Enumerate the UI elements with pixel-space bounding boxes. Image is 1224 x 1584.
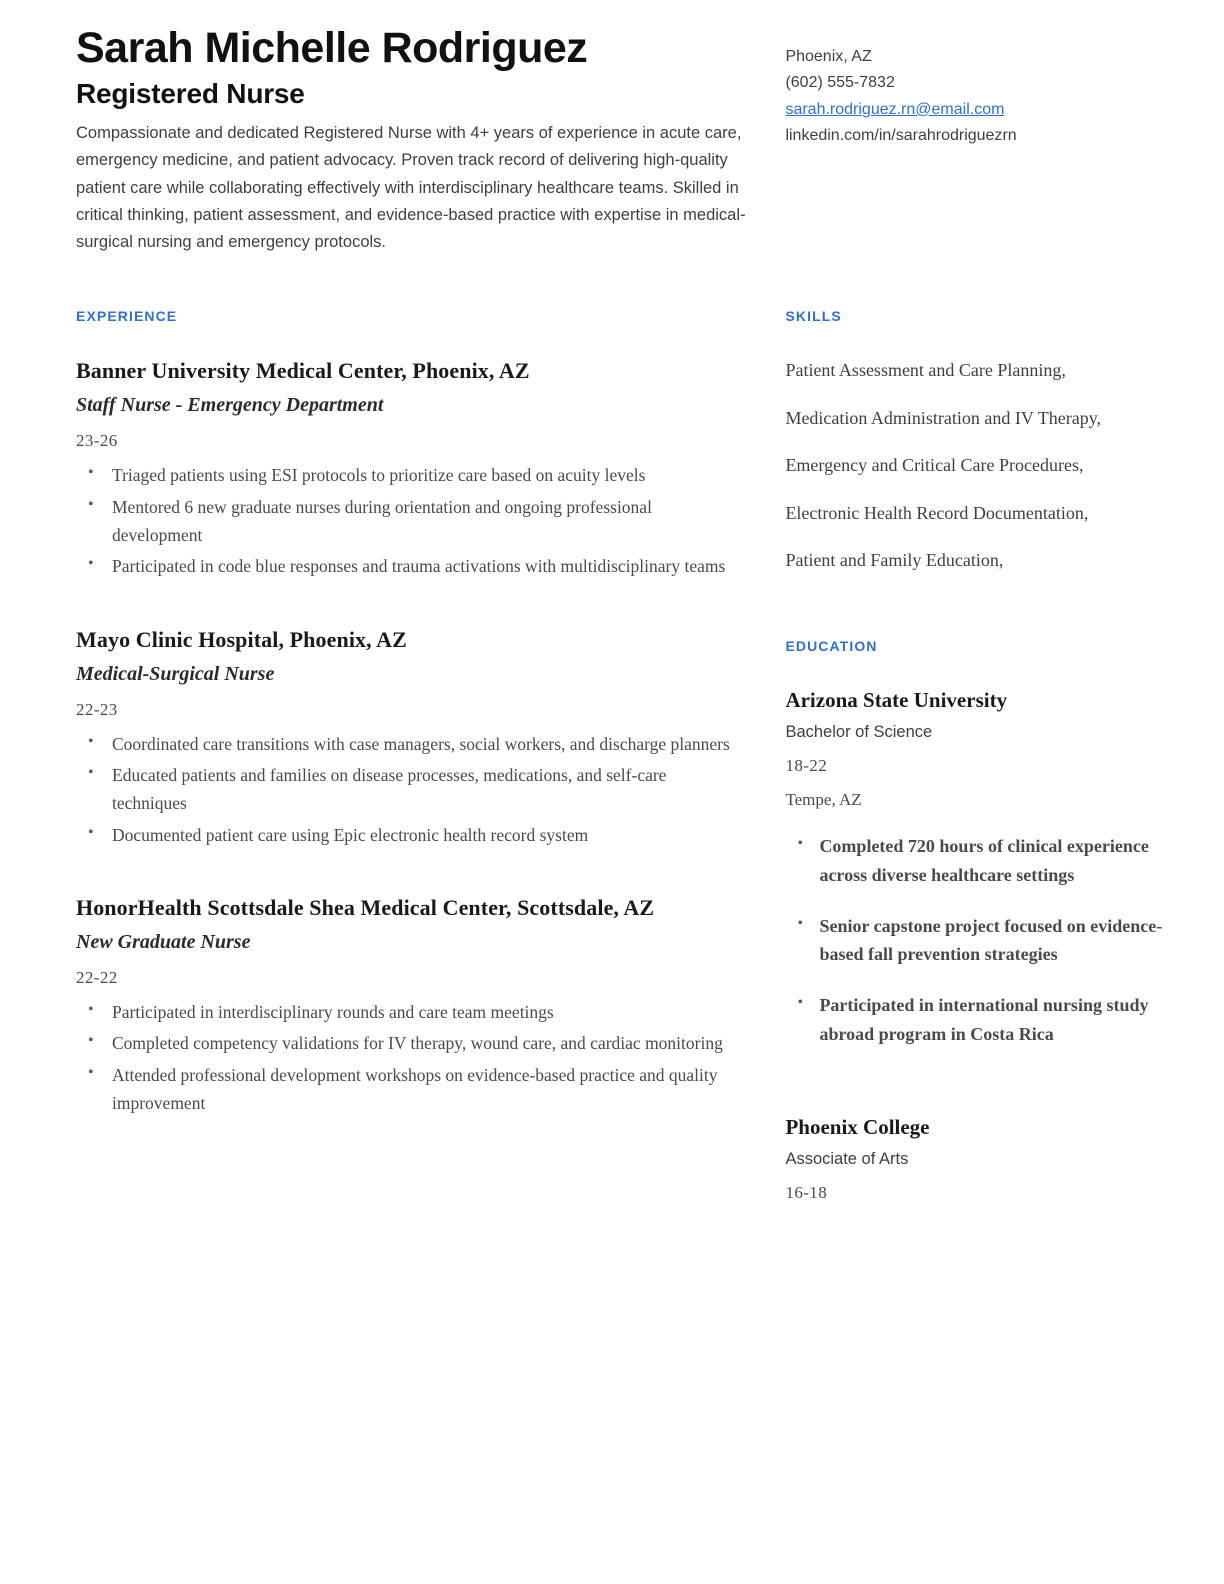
- skill-item: Medication Administration and IV Therapy,: [785, 407, 1102, 428]
- degree-name: Associate of Arts: [785, 1149, 909, 1168]
- job-bullet-list: [76, 461, 745, 580]
- job-role: Medical-Surgical Nurse: [76, 662, 275, 685]
- job-dates: 23-26: [76, 431, 118, 451]
- job-role: New Graduate Nurse: [76, 931, 251, 953]
- job-bullet: • Triaged patients using ESI protocols to prioritize care based on acuity levels: [110, 461, 745, 489]
- education-bullet: • Participated in international nursing study abroad program in Costa Rica: [819, 991, 1164, 1049]
- degree-name: Bachelor of Science: [785, 722, 933, 741]
- job-bullet-list: [76, 998, 745, 1117]
- job-role: Staff Nurse - Emergency Department: [76, 394, 384, 417]
- employer-name: HonorHealth Scottsdale Shea Medical Center, Scottsdale, AZ: [76, 895, 655, 920]
- employer-name: Banner University Medical Center, Phoenix, AZ: [76, 358, 530, 384]
- education-item: [785, 1115, 1164, 1203]
- job-bullet: • Coordinated care transitions with case managers, social workers, and discharge planners: [110, 730, 745, 758]
- education-bullet: • Senior capstone project focused on evidence-based fall prevention strategies: [819, 912, 1164, 970]
- job-bullet: • Attended professional development workshops on evidence-based practice and quality improvement: [110, 1061, 745, 1118]
- job-dates: 22-23: [76, 699, 118, 719]
- skill-item: Emergency and Critical Care Procedures,: [785, 455, 1084, 476]
- section-heading-experience: EXPERIENCE: [76, 308, 178, 325]
- school-name: Arizona State University: [785, 687, 1008, 712]
- skill-item: Patient and Family Education,: [785, 550, 1004, 571]
- education-location: Tempe, AZ: [785, 789, 862, 809]
- school-name: Phoenix College: [785, 1114, 930, 1139]
- contact-linkedin-link[interactable]: linkedin.com/in/sarahrodriguezrn: [785, 127, 1017, 145]
- job-bullet: • Documented patient care using Epic electronic health record system: [110, 821, 745, 849]
- contact-block: [785, 10, 1164, 150]
- skills-list: [785, 358, 1164, 574]
- experience-item: [76, 358, 745, 580]
- section-heading-skills: SKILLS: [785, 308, 842, 325]
- header-main: [76, 10, 785, 256]
- professional-summary: Compassionate and dedicated Registered Nurse with 4+ years of experience in acute care, emergency medicine, and patient advocacy. Proven track record of delivering high-quality patient care while collaborating effectively with interdisciplinary healthcare teams. Skilled in critical thinking, patient assessment, and evidence-based practice with expertise in medical-surgical nursing and emergency protocols.: [76, 124, 746, 252]
- job-bullet: • Educated patients and families on disease processes, medications, and self-care techniques: [110, 761, 745, 818]
- job-dates: 22-22: [76, 968, 118, 987]
- contact-phone: (602) 555-7832: [785, 74, 895, 92]
- education-bullet-list: [785, 832, 1164, 1049]
- resume-body: [76, 308, 1164, 1243]
- experience-column: [76, 308, 785, 1243]
- education-bullet: • Completed 720 hours of clinical experience across diverse healthcare settings: [819, 832, 1164, 890]
- experience-item: [76, 627, 745, 849]
- experience-item: [76, 895, 745, 1117]
- education-item: [785, 688, 1164, 1049]
- employer-name: Mayo Clinic Hospital, Phoenix, AZ: [76, 626, 407, 652]
- section-heading-education: EDUCATION: [785, 637, 878, 654]
- job-bullet: • Participated in interdisciplinary rounds and care team meetings: [110, 998, 745, 1026]
- education-dates: 18-22: [785, 755, 828, 775]
- job-bullet: • Participated in code blue responses and trauma activations with multidisciplinary teams: [110, 552, 745, 580]
- page-title: Sarah Michelle Rodriguez: [76, 24, 588, 72]
- job-bullet: • Completed competency validations for IV therapy, wound care, and cardiac monitoring: [110, 1029, 745, 1057]
- skill-item: Patient Assessment and Care Planning,: [785, 360, 1066, 381]
- sidebar-column: [785, 308, 1164, 1243]
- contact-location: Phoenix, AZ: [785, 48, 872, 65]
- education-dates: 16-18: [785, 1182, 828, 1202]
- job-bullet-list: [76, 730, 745, 849]
- contact-email-link[interactable]: sarah.rodriguez.rn@email.com: [785, 100, 1005, 118]
- job-title: Registered Nurse: [76, 78, 305, 110]
- resume-header: [76, 10, 1164, 256]
- skill-item: Electronic Health Record Documentation,: [785, 502, 1089, 523]
- job-bullet: • Mentored 6 new graduate nurses during orientation and ongoing professional development: [110, 493, 745, 550]
